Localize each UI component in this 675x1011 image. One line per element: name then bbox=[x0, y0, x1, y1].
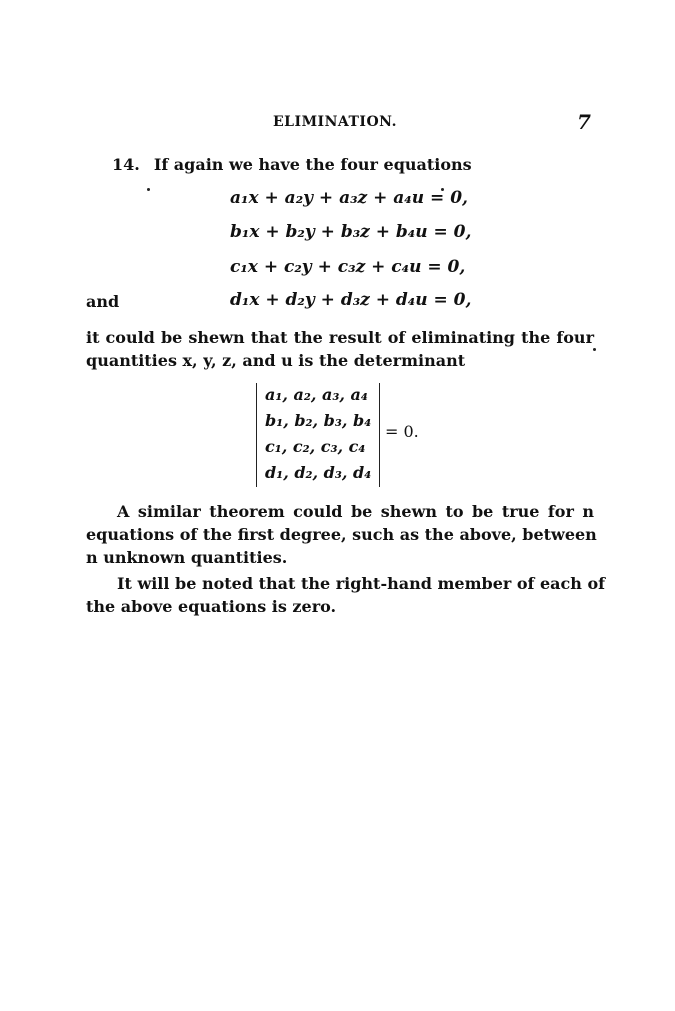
equation-row bbox=[0, 290, 675, 316]
equation-lead: and bbox=[86, 292, 120, 311]
determinant-equals: = 0. bbox=[385, 422, 419, 441]
paragraph-line: the above equations is zero. bbox=[86, 597, 337, 616]
determinant-row: b₁, b₂, b₃, b₄ bbox=[265, 411, 372, 430]
equation-row bbox=[0, 222, 675, 248]
equation-expression: b₁x + b₂y + b₃z + b₄u = 0, bbox=[230, 222, 472, 242]
determinant-matrix bbox=[256, 383, 380, 487]
determinant-row: d₁, d₂, d₃, d₄ bbox=[265, 463, 372, 482]
equation-expression: a₁x + a₂y + a₃z + a₄u = 0, bbox=[230, 188, 468, 208]
paragraph-line: equations of the first degree, such as the above, between bbox=[86, 525, 597, 544]
running-title: ELIMINATION. bbox=[273, 114, 397, 130]
page-number: 7 bbox=[577, 110, 591, 134]
paragraph-line: n unknown quantities. bbox=[86, 548, 288, 567]
equation-row bbox=[0, 188, 675, 214]
paragraph-line: It will be noted that the right-hand member of each of bbox=[117, 574, 606, 593]
section-intro-text: If again we have the four equations bbox=[153, 155, 472, 174]
paragraph-line: quantities x, y, z, and u is the determinant bbox=[86, 351, 466, 370]
paragraph-line: A similar theorem could be shewn to be true for n bbox=[117, 502, 594, 521]
section-number: 14. bbox=[112, 155, 140, 174]
running-head bbox=[0, 112, 675, 136]
section-intro bbox=[112, 155, 472, 174]
paragraph-line: it could be shewn that the result of eliminating the four bbox=[86, 328, 594, 347]
equation-expression: c₁x + c₂y + c₃z + c₄u = 0, bbox=[230, 257, 466, 277]
determinant-row: a₁, a₂, a₃, a₄ bbox=[265, 385, 368, 404]
equation-expression: d₁x + d₂y + d₃z + d₄u = 0, bbox=[230, 290, 472, 310]
equation-row bbox=[0, 257, 675, 283]
determinant-row: c₁, c₂, c₃, c₄ bbox=[265, 437, 366, 456]
